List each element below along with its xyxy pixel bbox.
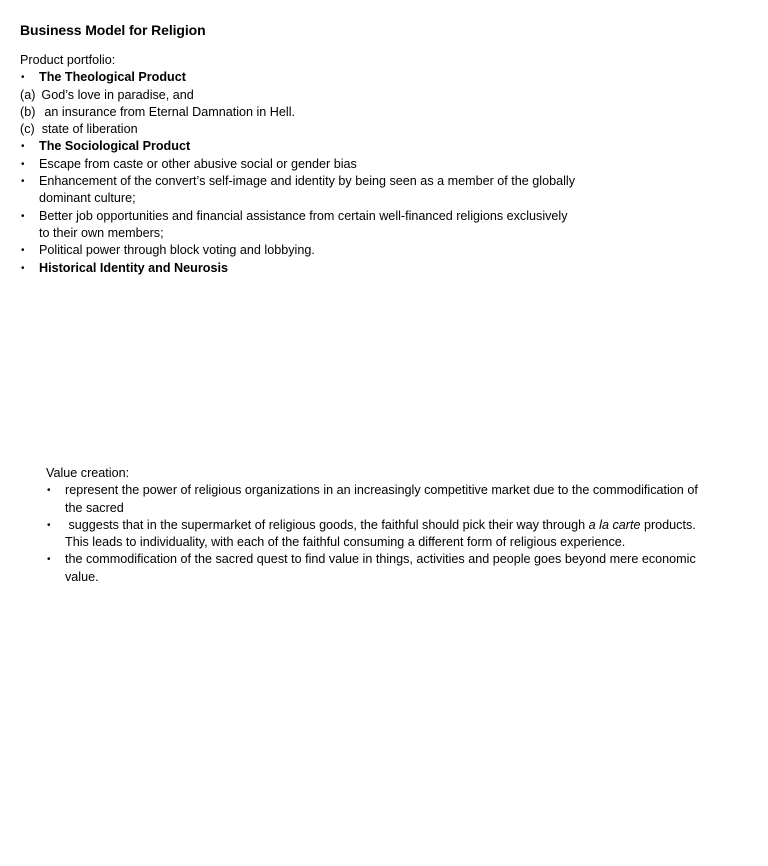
list-item-text-part: suggests that in the supermarket of religious goods, the faithful should pick their way through [65, 517, 589, 532]
letter-marker: (a) [20, 87, 36, 102]
list-item [20, 242, 580, 259]
letter-marker: (c) [20, 122, 35, 137]
list-item-text: Better job opportunities and financial assistance from certain well-financed religions exclusively to their own members; [39, 208, 568, 240]
list-item [46, 551, 706, 586]
bullet-marker: • [21, 158, 25, 170]
list-item-text: Escape from caste or other abusive social or gender bias [39, 156, 357, 171]
list-item [20, 138, 580, 155]
value-creation-section [46, 465, 706, 586]
bullet-marker: • [47, 485, 51, 497]
list-item [46, 482, 706, 517]
list-item-text: Enhancement of the convert’s self-image and identity by being seen as a member of the globally dominant culture; [39, 174, 576, 206]
bullet-marker: • [21, 176, 25, 188]
list-item-text-part: products. This leads to individuality, with each of the faithful consuming a different form of religious experience. [65, 517, 696, 550]
bullet-marker: • [47, 554, 51, 566]
list-item-text: the commodification of the sacred quest to find value in things, activities and people goes beyond mere economic value. [65, 552, 696, 584]
bullet-marker: • [21, 262, 25, 274]
list-item-text: represent the power of religious organizations in an increasingly competitive market due to the commodification of the sacred [65, 483, 698, 515]
document-title: Business Model for Religion [20, 22, 206, 38]
list-item-text: state of liberation [41, 122, 138, 137]
letter-marker: (b) [20, 104, 36, 119]
bullet-marker: • [21, 141, 25, 153]
value-creation-heading: Value creation: [46, 466, 130, 480]
list-item [20, 260, 580, 277]
bullet-marker: • [21, 245, 25, 257]
list-item-text: Historical Identity and Neurosis [39, 260, 228, 275]
list-item-text: God’s love in paradise, and [41, 87, 194, 102]
list-item [20, 173, 580, 208]
bullet-marker: • [21, 72, 25, 84]
product-portfolio-section [20, 52, 580, 277]
product-portfolio-heading: Product portfolio: [20, 53, 116, 67]
list-item-text: The Sociological Product [39, 139, 191, 154]
bullet-marker: • [47, 519, 51, 531]
list-item [20, 104, 580, 121]
list-item-text [65, 517, 706, 552]
list-item-text: Political power through block voting and lobbying. [39, 243, 315, 258]
list-item [20, 121, 580, 138]
italic-phrase: a la carte [588, 517, 641, 532]
list-item [20, 156, 580, 173]
list-item [20, 208, 580, 243]
list-item-text: an insurance from Eternal Damnation in Hell. [44, 104, 296, 119]
list-item [20, 87, 580, 104]
bullet-marker: • [21, 210, 25, 222]
list-item [20, 69, 580, 86]
list-item-text: The Theological Product [39, 70, 186, 85]
list-item [46, 517, 706, 552]
